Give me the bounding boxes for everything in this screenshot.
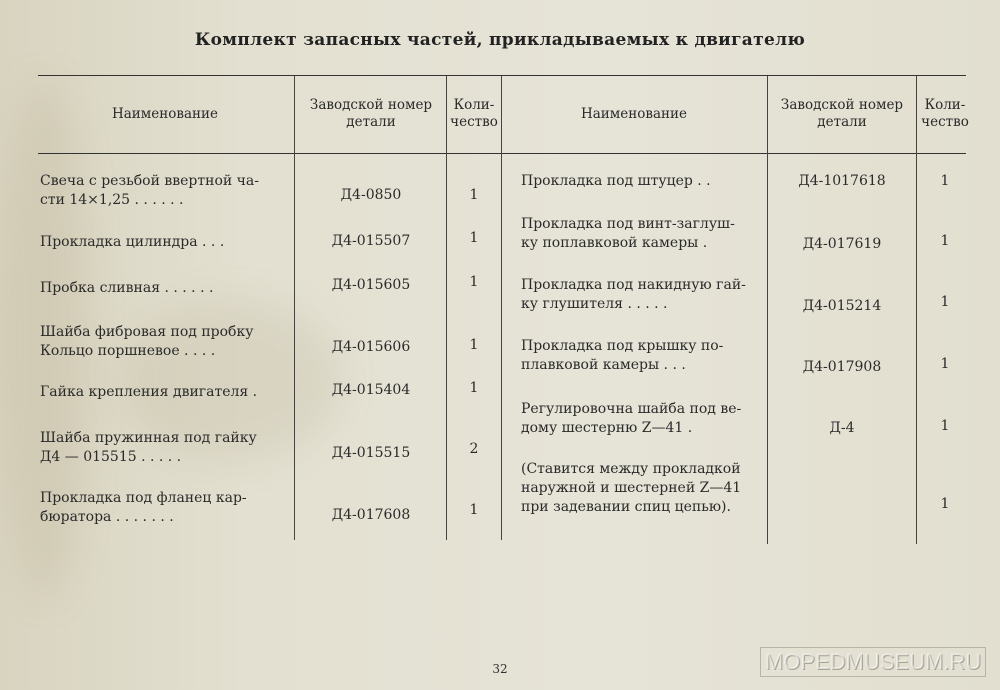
table-top-rule	[38, 75, 966, 76]
right-row-1-qty: 1	[940, 173, 950, 189]
column-divider	[501, 76, 502, 540]
left-row-6-qty: 2	[469, 441, 479, 457]
left-row-6-name: Шайба пружинная под гайку Д4 — 015515 . . . . .	[40, 430, 257, 465]
left-row-2-name: Прокладка цилиндра . . .	[40, 234, 225, 250]
column-divider	[294, 76, 295, 540]
left-row-1-name: Свеча с резьбой ввертной ча- сти 14×1,25 . . . . . .	[40, 173, 259, 208]
right-row-2-qty: 1	[940, 233, 950, 249]
right-row-6-qty: 1	[940, 496, 950, 512]
left-row-3-name: Пробка сливная . . . . . .	[40, 280, 214, 296]
left-row-5-qty: 1	[469, 380, 479, 396]
left-row-7-qty: 1	[469, 502, 479, 518]
right-row-4-name: Прокладка под крышку по- плавковой камеры . . .	[521, 338, 724, 373]
right-row-2-name: Прокладка под винт-заглуш- ку поплавковой камеры .	[521, 216, 735, 251]
right-row-5-name: Регулировочна шайба под ве- дому шестерню Z—41 .	[521, 401, 742, 436]
right-row-1-name: Прокладка под штуцер . .	[521, 173, 711, 189]
right-row-4-part: Д4-017908	[802, 359, 882, 375]
right-row-3-part: Д4-015214	[802, 298, 882, 314]
left-row-1-part: Д4-0850	[340, 187, 402, 203]
left-row-5-name: Гайка крепления двигателя .	[40, 384, 258, 400]
header-qty-left: Коли- чество	[450, 97, 498, 130]
right-row-4-qty: 1	[940, 356, 950, 372]
right-row-2-part: Д4-017619	[802, 236, 882, 252]
left-row-4-qty: 1	[469, 337, 479, 353]
left-row-2-part: Д4-015507	[331, 233, 411, 249]
right-row-1-part: Д4-1017618	[798, 173, 886, 189]
right-row-5-part: Д-4	[829, 420, 855, 436]
left-row-1-qty: 1	[469, 187, 479, 203]
left-row-3-part: Д4-015605	[331, 277, 411, 293]
left-row-2-qty: 1	[469, 230, 479, 246]
header-bottom-rule	[38, 153, 966, 154]
right-row-5-qty: 1	[940, 418, 950, 434]
left-row-4-name: Шайба фибровая под пробку Кольцо поршневое . . . .	[40, 324, 254, 359]
left-row-7-name: Прокладка под фланец кар- бюратора . . . . . . .	[40, 490, 247, 525]
left-row-7-part: Д4-017608	[331, 507, 411, 523]
left-row-3-qty: 1	[469, 274, 479, 290]
header-name-right: Наименование	[580, 106, 688, 122]
right-row-3-qty: 1	[940, 294, 950, 310]
left-row-6-part: Д4-015515	[331, 445, 411, 461]
left-row-4-part: Д4-015606	[331, 339, 411, 355]
header-name-left: Наименование	[111, 106, 219, 122]
header-part-left: Заводской номер детали	[309, 97, 433, 130]
right-row-3-name: Прокладка под накидную гай- ку глушителя . . . . .	[521, 277, 746, 312]
page-number: 32	[492, 662, 508, 676]
left-row-5-part: Д4-015404	[331, 382, 411, 398]
header-part-right: Заводской номер детали	[780, 97, 904, 130]
watermark-logo: MOPEDMUSEUM.RU	[760, 647, 986, 677]
column-divider	[446, 76, 447, 540]
right-row-6-name: (Ставится между прокладкой наружной и шестерней Z—41 при задевании спиц цепью).	[521, 461, 742, 515]
page-title: Комплект запасных частей, прикладываемых к двигателю	[194, 30, 806, 50]
header-qty-right: Коли- чество	[921, 97, 969, 130]
